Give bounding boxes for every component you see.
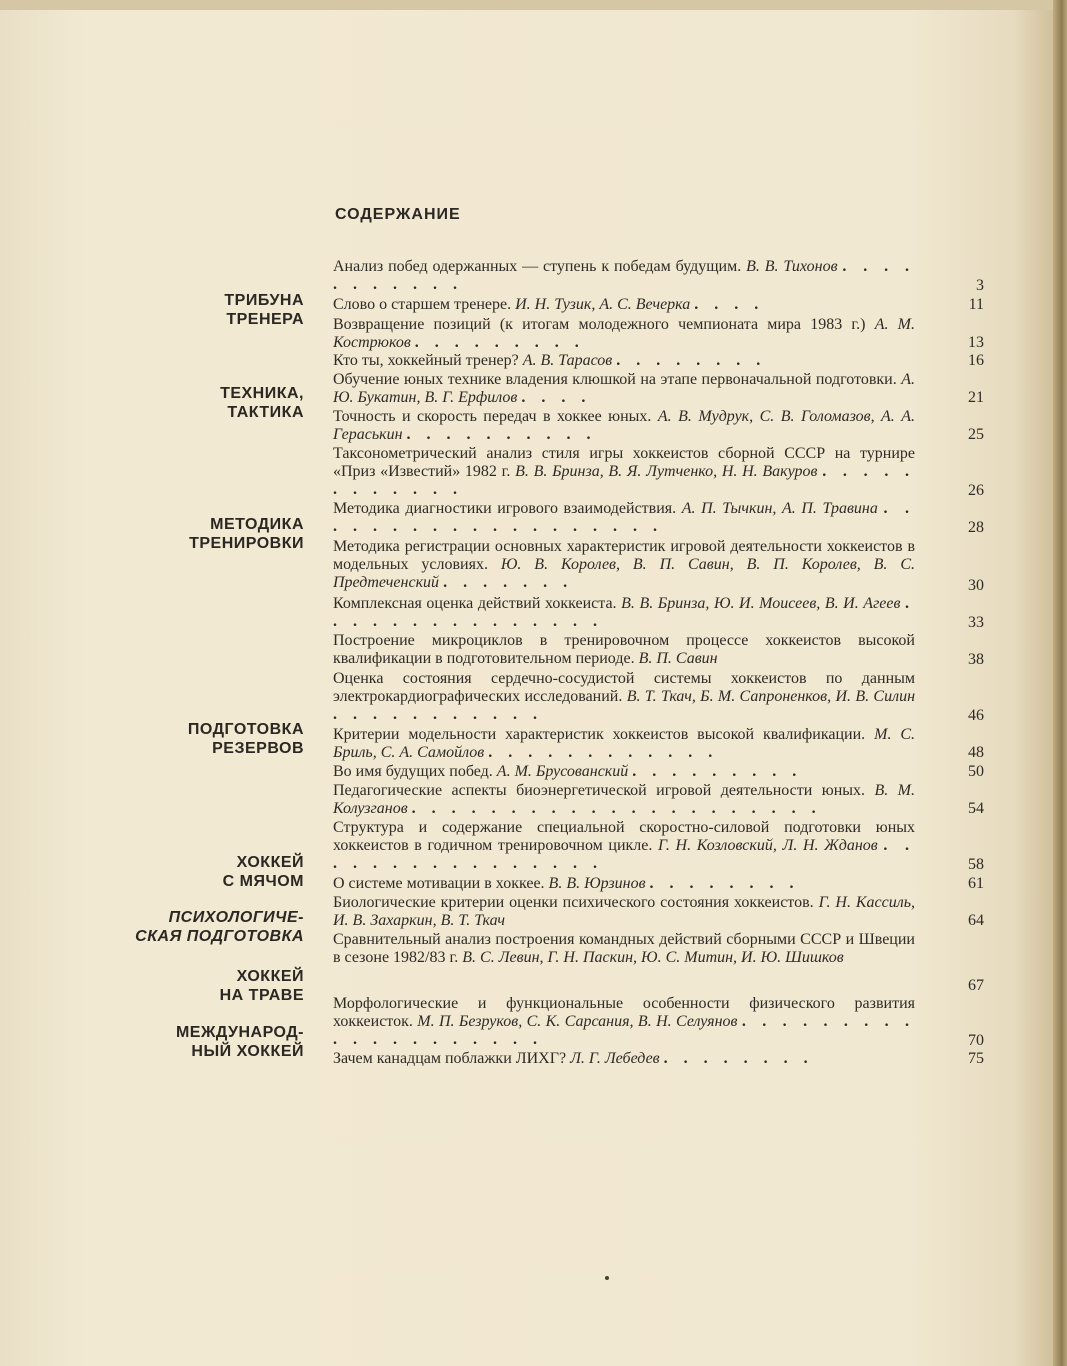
leader-dots: . . . . . . . . . . . . . . . . <box>333 837 916 872</box>
toc-entry <box>333 819 915 873</box>
page-number: 54 <box>968 800 984 817</box>
entry-title: Анализ побед одержанных — ступень к победам будущим. <box>333 258 742 275</box>
entry-author: М. П. Безруков, С. К. Сарсания, В. Н. Селуянов <box>417 1013 738 1030</box>
entry-title: Обучение юных технике владения клюшкой на этапе первоначальной подготовки. <box>333 371 897 388</box>
section-line: ХОККЕЙ <box>236 968 304 985</box>
leader-dots: . . . . . . . . . . . . <box>488 744 719 761</box>
entry-author: В. М. Колузганов <box>333 782 915 817</box>
section-line: НА ТРАВЕ <box>219 987 304 1004</box>
page-number: 11 <box>968 296 984 313</box>
entry-author: Л. Г. Лебедев <box>570 1050 660 1067</box>
page-number: 50 <box>968 763 984 780</box>
leader-dots: . . . . . . . . . . . . . . . . . . . . . <box>411 800 822 817</box>
section-khokkei-na-trave <box>104 967 304 1005</box>
page-number: 58 <box>968 856 984 873</box>
section-line: ТРЕНЕРА <box>226 311 304 328</box>
entry-author: А. В. Тарасов <box>522 352 613 369</box>
entry-title: Во имя будущих побед. <box>333 763 493 780</box>
toc-entry <box>333 595 915 631</box>
toc-entry <box>333 445 915 499</box>
page-number: 28 <box>968 519 984 536</box>
entry-author: А. М. Брусованский <box>496 763 629 780</box>
entry-title: Структура и содержание специальной скоростно-силовой подготовки юных хоккеистов в годичном тренировочном цикле. <box>333 819 915 854</box>
entry-title: Оценка состояния сердечно-сосудистой системы хоккеистов по данным электрокардиографических исследований. <box>333 670 915 705</box>
leader-dots: . . . . . . . . . . . . . . . <box>333 595 916 630</box>
leader-dots: . . . . <box>521 389 592 406</box>
entry-author: М. С. Бриль, С. А. Самойлов <box>333 726 916 761</box>
entry-title: Методика регистрации основных характеристик игровой деятельности хоккеистов в модельных условиях. <box>333 538 915 573</box>
page-top-edge <box>0 0 1067 10</box>
page-number: 64 <box>968 912 984 929</box>
leader-dots: . . . . . . . <box>443 574 574 591</box>
page-number: 48 <box>968 744 984 761</box>
section-line: СКАЯ ПОДГОТОВКА <box>135 928 304 945</box>
section-line: ХОККЕЙ <box>236 854 304 871</box>
toc-entry <box>333 632 915 668</box>
section-line: ТРИБУНА <box>224 292 304 309</box>
toc-entry <box>333 670 915 724</box>
section-line: ПСИХОЛОГИЧЕ- <box>168 909 304 926</box>
toc-entry <box>333 782 915 818</box>
toc-entry <box>333 316 915 352</box>
entry-title: Комплексная оценка действий хоккеиста. <box>333 595 617 612</box>
entry-author: Г. Н. Кассиль, И. В. Захаркин, В. Т. Ткач <box>333 894 915 929</box>
section-line: МЕТОДИКА <box>210 516 304 533</box>
section-tribuna-trenera <box>104 291 304 329</box>
toc-entry <box>333 931 915 967</box>
page-number: 33 <box>968 614 984 631</box>
toc-entry <box>333 538 915 592</box>
entry-author: А. М. Кострюков <box>333 316 915 351</box>
section-line: ТЕХНИКА, <box>220 385 304 402</box>
page-number: 21 <box>968 389 984 406</box>
page-number: 30 <box>968 577 984 594</box>
entry-title: Таксонометрический анализ стиля игры хоккеистов сборной СССР на турнире «Приз «Известий» 1982 г. <box>333 445 915 480</box>
section-line: ПОДГОТОВКА <box>187 721 304 738</box>
page-number: 70 <box>968 1032 984 1049</box>
entry-author: В. В. Юрзинов <box>548 875 646 892</box>
section-metodika-trenirovki <box>104 515 304 553</box>
page-right-edge <box>1053 0 1067 1366</box>
toc-entry <box>333 352 915 370</box>
page-number: 46 <box>968 707 984 724</box>
toc-entry <box>333 763 915 781</box>
entry-author: В. П. Савин <box>638 650 718 667</box>
section-podgotovka-rezervov <box>104 720 304 758</box>
toc-entry <box>333 1050 915 1068</box>
section-line: РЕЗЕРВОВ <box>212 740 304 757</box>
entry-author: А. Ю. Букатин, В. Г. Ерфилов <box>333 371 916 406</box>
page-number: 38 <box>968 651 984 668</box>
entry-author: В. Т. Ткач, Б. М. Сапроненков, И. В. Силин <box>626 688 916 705</box>
toc-entry <box>333 500 915 536</box>
entry-title: Точность и скорость передач в хоккее юных. <box>333 408 652 425</box>
entry-title: О системе мотивации в хоккее. <box>333 875 545 892</box>
leader-dots: . . . . . . . . . . . . . . . . . . . <box>333 500 916 535</box>
section-line: С МЯЧОМ <box>222 873 304 890</box>
page-number: 3 <box>976 277 984 294</box>
entry-title: Возвращение позиций (к итогам молодежного чемпионата мира 1983 г.) <box>333 316 866 333</box>
page-number: 61 <box>968 875 984 892</box>
leader-dots: . . . . . . . . <box>616 352 767 369</box>
toc-entry <box>333 296 915 314</box>
section-line: ТАКТИКА <box>227 404 304 421</box>
entry-title: Критерии модельности характеристик хоккеистов высокой квалификации. <box>333 726 866 743</box>
leader-dots: . . . . . . . . . . . <box>333 258 915 293</box>
leader-dots: . . . . <box>694 296 765 313</box>
entry-author: А. П. Тычкин, А. П. Травина <box>681 500 878 517</box>
page-number: 75 <box>968 1050 984 1067</box>
toc-entry <box>333 408 915 444</box>
toc-entry <box>333 258 915 294</box>
entry-author: В. С. Левин, Г. Н. Паскин, Ю. С. Митин, И. Ю. Шишков <box>462 949 844 966</box>
section-khokkei-s-myachom <box>104 853 304 891</box>
leader-dots: . . . . . . . . <box>649 875 800 892</box>
leader-dots: . . . . . . . . . <box>632 763 803 780</box>
section-line: НЫЙ ХОККЕЙ <box>191 1043 304 1060</box>
section-line: МЕЖДУНАРОД- <box>175 1024 304 1041</box>
leader-dots: . . . . . . . . . <box>414 334 585 351</box>
section-mezhdunarodny-khokkei <box>104 1023 304 1061</box>
leader-dots: . . . . . . . . . . . . <box>333 463 916 498</box>
entry-author: Ю. В. Королев, В. П. Савин, В. П. Королев, В. С. Предтеченский <box>333 556 916 591</box>
entry-title: Слово о старшем тренере. <box>333 296 512 313</box>
page-number: 13 <box>968 334 984 351</box>
toc-entry <box>333 726 915 762</box>
print-speck <box>605 1276 609 1280</box>
toc-entry <box>333 995 915 1049</box>
page-number: 25 <box>968 426 984 443</box>
entry-title: Кто ты, хоккейный тренер? <box>333 352 519 369</box>
section-psikhologicheskaya-podgotovka <box>104 908 304 946</box>
leader-dots: . . . . . . . . . . <box>406 426 597 443</box>
entry-author: В. В. Бринза, В. Я. Лутченко, Н. Н. Вакуров <box>515 463 818 480</box>
entry-title: Методика диагностики игрового взаимодействия. <box>333 500 677 517</box>
entry-author: И. Н. Тузик, А. С. Вечерка <box>515 296 691 313</box>
page-number: 67 <box>968 977 984 994</box>
entry-title: Биологические критерии оценки психического состояния хоккеистов. <box>333 894 814 911</box>
page-number: 26 <box>968 482 984 499</box>
section-tekhnika-taktika <box>104 384 304 422</box>
entry-author: Г. Н. Козловский, Л. Н. Жданов <box>658 837 878 854</box>
entry-title: Построение микроциклов в тренировочном процессе хоккеистов высокой квалификации в подготовительном периоде. <box>333 632 915 667</box>
leader-dots: . . . . . . . . <box>663 1050 814 1067</box>
page-number: 16 <box>968 352 984 369</box>
entry-title: Морфологические и функциональные особенности физического развития хоккеисток. <box>333 995 915 1030</box>
entry-author: А. В. Мудрук, С. В. Голомазов, А. А. Гераськин <box>333 408 916 443</box>
entry-author: В. В. Бринза, Ю. И. Моисеев, В. И. Агеев <box>621 595 901 612</box>
entry-author: В. В. Тихонов <box>746 258 838 275</box>
entry-title: Сравнительный анализ построения командных действий сборными СССР и Швеции в сезоне 1982/83 г. <box>333 931 915 966</box>
section-line: ТРЕНИРОВКИ <box>189 535 304 552</box>
toc-entry <box>333 371 915 407</box>
contents-heading: СОДЕРЖАНИЕ <box>335 206 461 223</box>
leader-dots: . . . . . . . . . . . . . . . . . . . . <box>333 1013 916 1048</box>
leader-dots: . . . . . . . . . . . <box>333 706 543 723</box>
toc-entry <box>333 875 915 893</box>
entry-title: Зачем канадцам поблажки ЛИХГ? <box>333 1050 567 1067</box>
entry-title: Педагогические аспекты биоэнергетической игровой деятельности юных. <box>333 782 866 799</box>
toc-entry <box>333 894 915 930</box>
